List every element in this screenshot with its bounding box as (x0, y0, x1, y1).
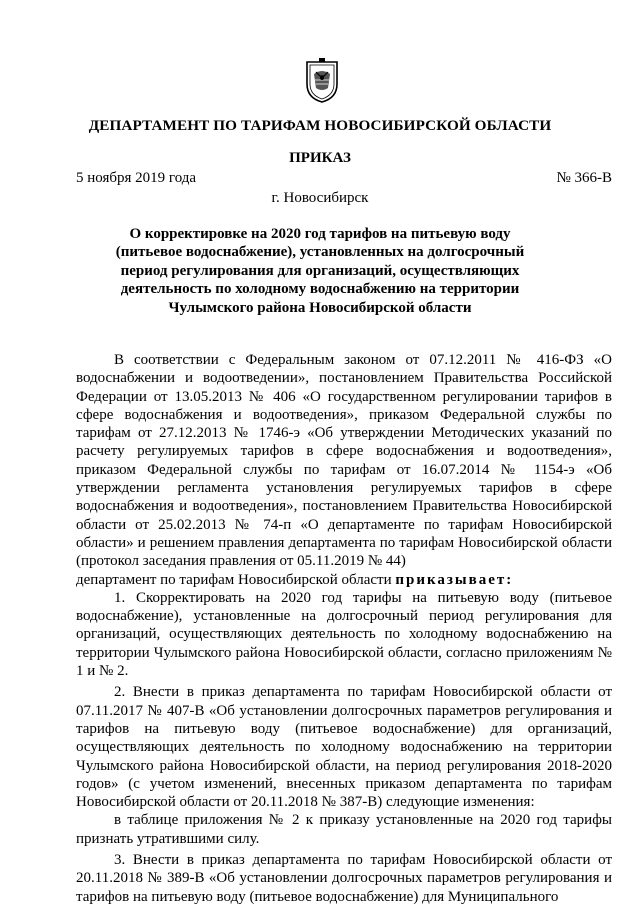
preamble-paragraph: В соответствии с Федеральным законом от 07.12.2011 № 416-ФЗ «О водоснабжении и водоотведении», постановлением Правительства Российской Федерации от 13.05.2013 № 406 «О государственном регулировании тарифов в сфере водоснабжения и водоотведения», приказом Федеральной службы по тарифам от 27.12.2013 № 1746-э «Об утверждении Методических указаний по расчету регулируемых тарифов в сфере водоснабжения и водоотведения», приказом Федеральной службы по тарифам от 16.07.2014 № 1154-э «Об утверждении регламента установления регулируемых тарифов в сфере водоснабжения и водоотведения», постановлением Правительства Новосибирской области от 25.02.2013 № 74-п «О департаменте по тарифам Новосибирской области» и решением правления департамента по тарифам Новосибирской области (протокол заседания правления от 05.11.2019 № 44) (76, 352, 612, 570)
item-1-paragraph: 1. Скорректировать на 2020 год тарифы на питьевую воду (питьевое водоснабжение), установленные на долгосрочный период регулирования для организаций, осуществляющих деятельность по холодному водоснабжению на территории Чулымского района Новосибирской области, согласно приложениям № 1 и № 2. (76, 589, 612, 680)
department-name: ДЕПАРТАМЕНТ ПО ТАРИФАМ НОВОСИБИРСКОЙ ОБЛАСТИ (88, 117, 552, 134)
order-number: № 366-В (556, 170, 612, 186)
item-2-sub-paragraph: в таблице приложения № 2 к приказу установленные на 2020 год тарифы признать утратившими силу. (76, 812, 612, 847)
document-type: ПРИКАЗ (289, 150, 351, 166)
orders-line (76, 571, 612, 589)
orders-prefix: департамент по тарифам Новосибирской области (76, 571, 392, 588)
order-title: О корректировке на 2020 год тарифов на питьевую воду (питьевое водоснабжение), установленных на долгосрочный период регулирования для организаций, осуществляющих деятельность по холодному водоснабжению на территории Чулымского района Новосибирской области (115, 226, 525, 316)
order-body (76, 351, 612, 906)
order-city: г. Новосибирск (271, 190, 369, 206)
orders-word: приказывает: (395, 571, 514, 588)
order-date: 5 ноября 2019 года (76, 170, 197, 186)
coat-of-arms-icon (302, 58, 342, 104)
item-2-paragraph: 2. Внести в приказ департамента по тарифам Новосибирской области от 07.11.2017 № 407-В «Об установлении долгосрочных параметров регулирования и тарифов на питьевую воду (питьевое водоснабжение) для организаций, осуществляющих деятельность по холодному водоснабжению на территории Чулымского района Новосибирской области, на период регулирования 2018-2020 годов» (с учетом изменений, внесенных приказом департамента по тарифам Новосибирской области от 20.11.2018 № 387-В) следующие изменения: (76, 684, 612, 811)
item-3-paragraph: 3. Внести в приказ департамента по тарифам Новосибирской области от 20.11.2018 № 389-В «Об установлении долгосрочных параметров регулирования и тарифов на питьевую воду (питьевое водоснабжение) для Муниципального (76, 852, 612, 905)
